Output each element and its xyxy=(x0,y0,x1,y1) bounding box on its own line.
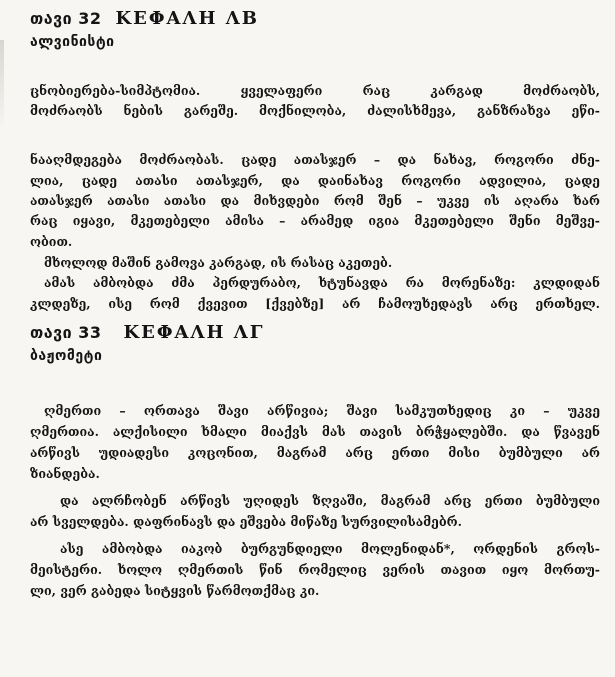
ch32-line-1: ცნობიერება-სიმპტომია. ყველაფერი რაც კარგად მოძრაობს, xyxy=(30,83,600,98)
ch32-line-6: რაც იყავი, მკეთებელი ამისა – არამედ იგია მკეთებელი შენი მეშვე- xyxy=(30,213,600,228)
chapter-32-heading xyxy=(30,8,259,29)
ch33-line-8: მეისტერი. ხოლო ღმერთის წინ რომელიც ვერის თავით იყო მორთუ- xyxy=(30,562,600,577)
chapter-33-greek-title: ΚΕΦΑΛΗ ΛΓ xyxy=(123,322,265,343)
chapter-33-subtitle: ბაჟომეტი xyxy=(30,348,103,364)
ch32-line-5: ათასჯერ ათასი ათასი და მიხვდები რომ შენ – უკვე ის აღარა ხარ xyxy=(30,193,600,208)
ch32-line-3: ნააღმდეგება მოძრაობას. ცადე ათასჯერ – და ნახავ, როგორი ძნე- xyxy=(30,152,600,167)
chapter-33-number: თავი 33 xyxy=(30,323,102,342)
chapter-32-greek-title: ΚΕΦΑΛΗ ΛΒ xyxy=(115,8,259,29)
ch33-line-7: ასე ამბობდა იაკობ ბურგუნდიელი მოლენიდან*, ორდენის გროს- xyxy=(60,541,600,556)
ch32-line-4: ლია, ცადე ათასი ათასჯერ, და დაინახავ როგორი ადვილია, ცადე xyxy=(30,173,600,188)
ch33-line-1: ღმერთი – ორთავა შავი არწივია; შავი სამკუთხედიც კი – უკვე xyxy=(44,403,600,418)
ch33-line-9: ლი, ვერ გაბედა სიტყვის წარმოთქმაც კი. xyxy=(30,583,320,598)
ch32-line-8: მხოლოდ მაშინ გამოვა კარგად, ის რასაც აკეთებ. xyxy=(44,255,393,270)
scan-edge-mark xyxy=(0,40,4,130)
ch33-line-5: და ალრჩობენ არწივს უღიდეს ზღვაში, მაგრამ არც ერთი ბუმბული xyxy=(60,493,600,508)
ch32-line-2: მოძრაობს ნების გარეშე. მოქნილობა, ძალისხმევა, განზრახვა ეწი- xyxy=(30,103,600,118)
ch32-line-10: კლდეზე, ისე რომ ქვევით [ქვებზე] არ ჩამოუხედავს არც ერთხელ. xyxy=(30,296,600,311)
ch33-line-6: არ სველდება. დაფრინავს და ეშვება მიწაზე სურვილისამებრ. xyxy=(30,514,462,529)
ch33-line-4: ზიანდება. xyxy=(30,466,100,481)
ch33-line-2: ღმერთია. ალქისილი ხმალი მიაქვს მას თავის ბრჭყალებში. და წვავენ xyxy=(30,424,600,439)
ch33-line-3: არწივს უდიადესი კოცონით, მაგრამ არც ერთი მისი ბუმბული არ xyxy=(30,445,600,460)
chapter-32-number: თავი 32 xyxy=(30,9,102,28)
ch32-line-7: ობით. xyxy=(30,234,73,249)
ch32-line-9: ამას ამბობდა ძმა პერდურაბო, ხტუნავდა რა მორენაზე: კლდიდან xyxy=(44,275,600,290)
chapter-32-subtitle: ალვინისტი xyxy=(30,34,115,50)
chapter-33-heading xyxy=(30,322,264,343)
